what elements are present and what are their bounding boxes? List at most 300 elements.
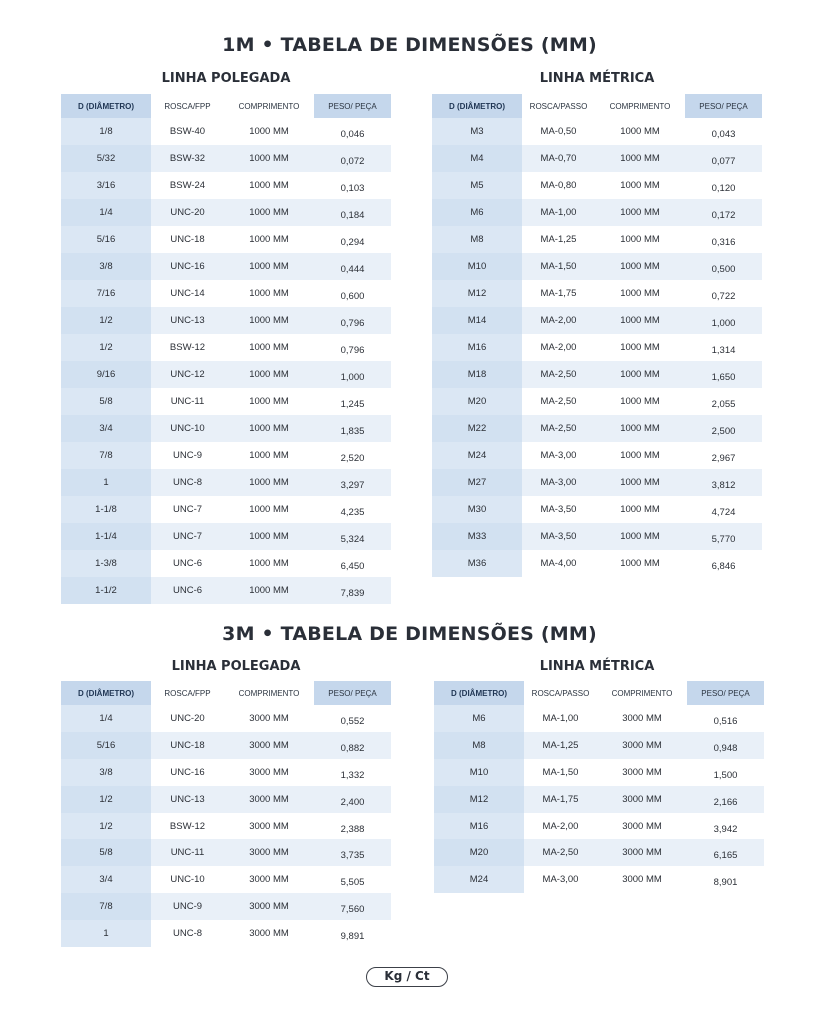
cell-length-text: 3000 MM — [249, 739, 289, 751]
cell-weight-text: 3,735 — [340, 850, 365, 862]
cell-length — [597, 839, 687, 866]
column-header-diameter: D (DIÂMETRO) — [432, 94, 522, 118]
cell-weight-text: 0,172 — [711, 210, 736, 221]
cell-length — [224, 577, 314, 604]
cell-weight-text: 1,650 — [711, 372, 736, 383]
column-header-weight: PESO/ PEÇA — [687, 681, 764, 705]
cell-thread-text: MA-1,00 — [542, 712, 579, 724]
cell-diameter — [61, 813, 151, 840]
cell-diameter — [432, 145, 522, 172]
cell-diameter-text: 3/8 — [99, 261, 113, 272]
cell-weight — [314, 334, 391, 361]
cell-length — [595, 118, 685, 145]
cell-length-text: 1000 MM — [249, 315, 289, 326]
column-header-thread: ROSCA/FPP — [151, 681, 224, 705]
cell-weight-text: 5,324 — [340, 534, 365, 545]
cell-length — [224, 226, 314, 253]
cell-diameter-text: 1-1/8 — [95, 504, 117, 515]
cell-diameter-text: M10 — [467, 261, 487, 272]
cell-length — [595, 172, 685, 199]
table-row — [61, 839, 391, 866]
cell-thread-text: MA-2,50 — [540, 423, 577, 434]
cell-diameter-text: M36 — [467, 558, 487, 569]
cell-weight-text: 1,332 — [340, 769, 365, 781]
cell-weight — [687, 813, 764, 840]
cell-weight — [314, 361, 391, 388]
cell-length — [595, 523, 685, 550]
cell-length-text: 1000 MM — [620, 477, 660, 488]
cell-length-text: 1000 MM — [620, 207, 660, 218]
cell-thread-text: UNC-8 — [172, 928, 203, 940]
cell-length — [224, 280, 314, 307]
cell-thread-text: UNC-13 — [170, 793, 205, 805]
cell-thread — [522, 496, 595, 523]
cell-length-text: 3000 MM — [622, 847, 662, 859]
cell-weight-text: 5,770 — [711, 534, 736, 545]
cell-length-text: 3000 MM — [622, 874, 662, 886]
cell-diameter — [61, 172, 151, 199]
table-row — [61, 145, 391, 172]
cell-weight-text: 4,235 — [340, 507, 365, 518]
cell-thread — [151, 226, 224, 253]
cell-weight-text: 2,500 — [711, 426, 736, 437]
cell-diameter-text: 1/2 — [99, 820, 113, 832]
cell-thread — [151, 469, 224, 496]
cell-thread-text: BSW-12 — [169, 342, 206, 353]
cell-thread-text: MA-3,00 — [542, 874, 579, 886]
cell-weight — [314, 307, 391, 334]
cell-weight — [314, 550, 391, 577]
table-row — [432, 361, 762, 388]
cell-length-text: 1000 MM — [249, 450, 289, 461]
cell-diameter-text: 1/8 — [99, 126, 113, 137]
cell-weight-text: 0,600 — [340, 291, 365, 302]
cell-weight-text: 2,388 — [340, 823, 365, 835]
cell-length-text: 1000 MM — [620, 261, 660, 272]
table-row — [61, 118, 391, 145]
table-row — [432, 442, 762, 469]
cell-thread — [522, 361, 595, 388]
cell-weight-text: 2,400 — [340, 796, 365, 808]
cell-weight — [685, 172, 762, 199]
column-header-diameter: D (DIÂMETRO) — [434, 681, 524, 705]
cell-thread — [522, 469, 595, 496]
table-row — [61, 550, 391, 577]
cell-length — [224, 253, 314, 280]
cell-thread-text: MA-3,50 — [540, 504, 577, 515]
cell-length — [597, 759, 687, 786]
table-row — [432, 199, 762, 226]
cell-weight-text: 3,297 — [340, 480, 365, 491]
column-header-thread: ROSCA/PASSO — [524, 681, 597, 705]
cell-length — [224, 839, 314, 866]
cell-weight — [685, 361, 762, 388]
cell-length-text: 1000 MM — [249, 126, 289, 137]
cell-weight — [314, 813, 391, 840]
cell-diameter-text: M10 — [469, 766, 489, 778]
column-header-diameter: D (DIÂMETRO) — [61, 94, 151, 118]
cell-thread-text: MA-4,00 — [540, 558, 577, 569]
cell-thread-text: UNC-10 — [170, 423, 205, 434]
cell-length — [595, 469, 685, 496]
table-row — [61, 920, 391, 947]
cell-thread — [151, 442, 224, 469]
cell-diameter-text: M3 — [470, 126, 484, 137]
cell-thread-text: UNC-18 — [170, 234, 205, 245]
cell-weight-text: 0,796 — [340, 345, 365, 356]
cell-thread-text: MA-3,00 — [540, 450, 577, 461]
cell-thread-text: MA-0,70 — [540, 153, 577, 164]
column-header-length: COMPRIMENTO — [224, 94, 314, 118]
table-row — [432, 334, 762, 361]
cell-thread — [151, 361, 224, 388]
cell-weight — [687, 786, 764, 813]
cell-length-text: 1000 MM — [620, 423, 660, 434]
table-row — [432, 415, 762, 442]
cell-weight — [314, 172, 391, 199]
cell-length — [224, 361, 314, 388]
table-row — [61, 280, 391, 307]
cell-length — [224, 759, 314, 786]
column-header-weight: PESO/ PEÇA — [685, 94, 762, 118]
cell-thread — [524, 866, 597, 893]
cell-weight-text: 0,072 — [340, 156, 365, 167]
cell-diameter — [432, 172, 522, 199]
cell-diameter — [61, 786, 151, 813]
cell-weight — [687, 759, 764, 786]
cell-diameter-text: M16 — [469, 820, 489, 832]
cell-thread-text: UNC-6 — [172, 558, 203, 569]
cell-thread-text: MA-0,50 — [540, 126, 577, 137]
cell-weight — [314, 893, 391, 920]
cell-length — [224, 550, 314, 577]
table-row — [434, 813, 764, 840]
cell-diameter-text: 1/4 — [99, 712, 113, 724]
cell-length-text: 1000 MM — [249, 477, 289, 488]
cell-diameter-text: M8 — [470, 234, 484, 245]
cell-length — [224, 920, 314, 947]
cell-length-text: 1000 MM — [620, 342, 660, 353]
cell-length-text: 1000 MM — [620, 369, 660, 380]
table-row — [432, 253, 762, 280]
cell-length-text: 3000 MM — [249, 901, 289, 913]
cell-thread — [522, 253, 595, 280]
cell-thread — [151, 199, 224, 226]
cell-weight-text: 3,812 — [711, 480, 736, 491]
column-header-length: COMPRIMENTO — [224, 681, 314, 705]
cell-diameter — [434, 866, 524, 893]
table-row — [61, 361, 391, 388]
cell-thread-text: UNC-7 — [172, 531, 203, 542]
cell-length — [224, 199, 314, 226]
table-row — [434, 705, 764, 732]
cell-thread-text: MA-3,00 — [540, 477, 577, 488]
cell-length — [595, 280, 685, 307]
cell-length — [595, 415, 685, 442]
cell-diameter-text: 3/4 — [99, 423, 113, 434]
table-row — [434, 732, 764, 759]
cell-thread — [522, 118, 595, 145]
cell-thread-text: UNC-20 — [170, 712, 205, 724]
cell-weight — [314, 388, 391, 415]
cell-weight-text: 5,505 — [340, 877, 365, 889]
cell-length-text: 1000 MM — [620, 504, 660, 515]
table-row — [61, 577, 391, 604]
section-title-3m: 3M • TABELA DE DIMENSÕES (MM) — [222, 623, 597, 645]
cell-thread — [522, 334, 595, 361]
cell-weight — [314, 442, 391, 469]
cell-thread-text: MA-1,00 — [540, 207, 577, 218]
cell-thread — [151, 172, 224, 199]
cell-length — [224, 172, 314, 199]
cell-diameter-text: 1 — [103, 928, 109, 940]
cell-weight-text: 0,722 — [711, 291, 736, 302]
cell-diameter-text: M12 — [469, 793, 489, 805]
cell-thread — [151, 759, 224, 786]
cell-length — [224, 866, 314, 893]
cell-length-text: 1000 MM — [620, 180, 660, 191]
cell-length-text: 1000 MM — [249, 234, 289, 245]
cell-length-text: 3000 MM — [249, 928, 289, 940]
cell-length — [224, 469, 314, 496]
column-header-diameter: D (DIÂMETRO) — [61, 681, 151, 705]
cell-thread — [151, 118, 224, 145]
cell-weight — [314, 577, 391, 604]
cell-thread — [522, 388, 595, 415]
cell-diameter-text: 1/2 — [99, 793, 113, 805]
cell-diameter — [61, 920, 151, 947]
cell-length — [597, 866, 687, 893]
cell-thread-text: UNC-9 — [172, 450, 203, 461]
table-row — [432, 307, 762, 334]
cell-diameter — [61, 118, 151, 145]
section-title-1m: 1M • TABELA DE DIMENSÕES (MM) — [222, 34, 597, 56]
cell-diameter — [434, 813, 524, 840]
column-header-weight: PESO/ PEÇA — [314, 681, 391, 705]
cell-thread — [151, 253, 224, 280]
cell-weight — [685, 496, 762, 523]
cell-diameter — [61, 893, 151, 920]
cell-thread — [151, 415, 224, 442]
cell-diameter-text: M12 — [467, 288, 487, 299]
column-header-weight: PESO/ PEÇA — [314, 94, 391, 118]
cell-weight-text: 7,839 — [340, 588, 365, 599]
cell-weight — [685, 145, 762, 172]
cell-thread-text: UNC-11 — [170, 396, 205, 407]
cell-weight — [685, 280, 762, 307]
cell-weight-text: 1,835 — [340, 426, 365, 437]
cell-diameter — [434, 759, 524, 786]
cell-length-text: 1000 MM — [620, 450, 660, 461]
cell-length — [224, 118, 314, 145]
cell-weight — [314, 732, 391, 759]
cell-length — [597, 732, 687, 759]
cell-diameter — [61, 759, 151, 786]
cell-length-text: 1000 MM — [249, 369, 289, 380]
cell-thread — [522, 415, 595, 442]
cell-diameter — [61, 550, 151, 577]
cell-diameter-text: M30 — [467, 504, 487, 515]
subtitle-1m-metrica: LINHA MÉTRICA — [539, 71, 655, 86]
cell-diameter-text: 9/16 — [96, 369, 116, 380]
cell-thread — [522, 172, 595, 199]
cell-weight — [685, 199, 762, 226]
cell-thread — [151, 496, 224, 523]
cell-weight-text: 6,846 — [711, 561, 736, 572]
cell-thread-text: UNC-7 — [172, 504, 203, 515]
table-row — [61, 786, 391, 813]
cell-diameter-text: M24 — [467, 450, 487, 461]
cell-length — [224, 442, 314, 469]
cell-weight — [314, 226, 391, 253]
cell-length-text: 1000 MM — [620, 288, 660, 299]
cell-thread — [151, 145, 224, 172]
cell-weight — [314, 280, 391, 307]
table-row — [61, 496, 391, 523]
cell-weight — [314, 496, 391, 523]
cell-thread-text: MA-1,25 — [542, 739, 579, 751]
cell-weight-text: 2,055 — [711, 399, 736, 410]
cell-diameter — [61, 496, 151, 523]
cell-diameter — [61, 705, 151, 732]
table-row — [61, 334, 391, 361]
cell-weight — [685, 469, 762, 496]
cell-length-text: 1000 MM — [620, 531, 660, 542]
cell-length — [595, 496, 685, 523]
cell-thread — [151, 334, 224, 361]
cell-weight — [314, 118, 391, 145]
table-row — [432, 226, 762, 253]
cell-thread-text: MA-2,50 — [540, 396, 577, 407]
subtitle-1m-polegada: LINHA POLEGADA — [161, 71, 291, 86]
cell-diameter-text: 1/2 — [99, 342, 113, 353]
cell-length-text: 3000 MM — [249, 712, 289, 724]
cell-thread — [524, 732, 597, 759]
table-row — [432, 145, 762, 172]
cell-diameter — [432, 226, 522, 253]
column-header-thread: ROSCA/FPP — [151, 94, 224, 118]
cell-length — [595, 550, 685, 577]
cell-diameter — [432, 496, 522, 523]
cell-length — [224, 705, 314, 732]
cell-thread — [151, 280, 224, 307]
cell-thread-text: UNC-14 — [170, 288, 205, 299]
cell-weight-text: 0,552 — [340, 715, 365, 727]
cell-diameter-text: M6 — [470, 207, 484, 218]
subtitle-3m-metrica: LINHA MÉTRICA — [539, 659, 655, 674]
cell-diameter — [61, 577, 151, 604]
cell-thread-text: UNC-16 — [170, 766, 205, 778]
cell-weight — [314, 839, 391, 866]
cell-length-text: 1000 MM — [620, 315, 660, 326]
cell-diameter-text: 1-3/8 — [95, 558, 117, 569]
cell-length — [595, 307, 685, 334]
table-row — [432, 172, 762, 199]
cell-length-text: 1000 MM — [249, 207, 289, 218]
cell-weight — [314, 253, 391, 280]
cell-length-text: 1000 MM — [249, 585, 289, 596]
cell-length — [224, 388, 314, 415]
cell-diameter-text: 7/8 — [99, 450, 113, 461]
table-row — [432, 550, 762, 577]
cell-weight — [685, 307, 762, 334]
cell-thread — [522, 442, 595, 469]
cell-diameter — [61, 199, 151, 226]
cell-diameter — [61, 145, 151, 172]
cell-thread — [522, 307, 595, 334]
cell-diameter-text: M8 — [472, 739, 486, 751]
cell-thread-text: MA-2,00 — [540, 342, 577, 353]
table-row — [61, 523, 391, 550]
cell-diameter — [432, 388, 522, 415]
cell-weight-text: 0,120 — [711, 183, 736, 194]
cell-diameter-text: 7/16 — [96, 288, 116, 299]
cell-diameter — [434, 705, 524, 732]
cell-length — [224, 334, 314, 361]
cell-length — [595, 226, 685, 253]
cell-weight — [314, 415, 391, 442]
cell-weight — [314, 523, 391, 550]
cell-diameter-text: M33 — [467, 531, 487, 542]
cell-length-text: 1000 MM — [620, 396, 660, 407]
cell-thread — [524, 786, 597, 813]
cell-length-text: 1000 MM — [249, 153, 289, 164]
cell-diameter — [61, 226, 151, 253]
cell-length-text: 1000 MM — [249, 423, 289, 434]
cell-weight-text: 8,901 — [713, 877, 738, 889]
cell-weight-text: 0,316 — [711, 237, 736, 248]
cell-weight-text: 1,245 — [340, 399, 365, 410]
cell-diameter — [61, 866, 151, 893]
cell-thread — [151, 732, 224, 759]
cell-thread-text: MA-2,00 — [542, 820, 579, 832]
cell-length — [597, 705, 687, 732]
cell-thread — [524, 759, 597, 786]
cell-diameter — [61, 732, 151, 759]
cell-weight-text: 0,882 — [340, 742, 365, 754]
cell-length — [224, 496, 314, 523]
table-row — [61, 813, 391, 840]
cell-weight — [685, 442, 762, 469]
cell-thread-text: UNC-6 — [172, 585, 203, 596]
table-1m-metrica — [432, 94, 762, 577]
table-header-row — [61, 681, 391, 705]
cell-weight — [314, 786, 391, 813]
cell-diameter — [61, 388, 151, 415]
cell-weight-text: 6,450 — [340, 561, 365, 572]
cell-thread — [151, 866, 224, 893]
cell-length — [595, 388, 685, 415]
table-row — [432, 496, 762, 523]
cell-diameter-text: 1 — [103, 477, 109, 488]
cell-thread — [151, 786, 224, 813]
table-row — [61, 732, 391, 759]
table-row — [61, 442, 391, 469]
cell-diameter-text: 5/16 — [96, 739, 116, 751]
table-row — [61, 469, 391, 496]
cell-length-text: 1000 MM — [620, 126, 660, 137]
table-header-row — [432, 94, 762, 118]
table-row — [61, 172, 391, 199]
cell-length-text: 1000 MM — [249, 396, 289, 407]
cell-weight-text: 0,043 — [711, 129, 736, 140]
cell-thread — [151, 893, 224, 920]
cell-diameter — [432, 118, 522, 145]
cell-length — [224, 786, 314, 813]
cell-length — [224, 813, 314, 840]
cell-thread — [151, 839, 224, 866]
cell-weight-text: 0,516 — [713, 715, 738, 727]
